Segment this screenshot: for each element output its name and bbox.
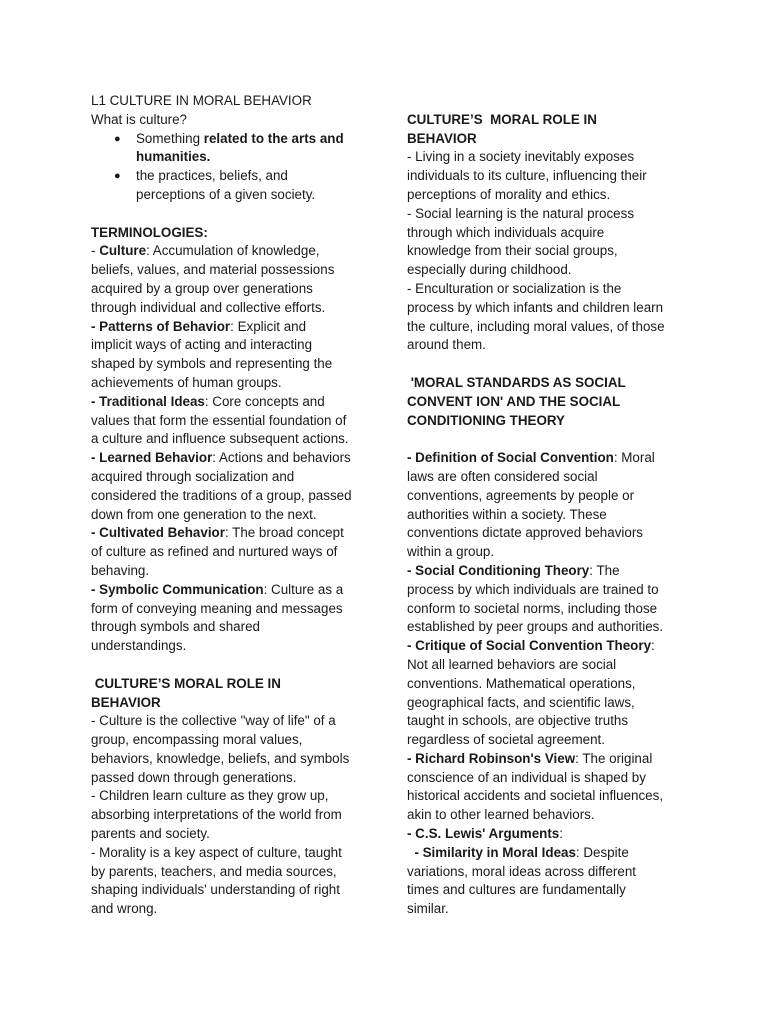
term-line: conscience of an individual is shaped by	[407, 769, 646, 785]
term-line	[407, 562, 677, 581]
section-body	[407, 148, 677, 355]
term-line: behaving.	[91, 562, 150, 578]
body-line: through which individuals acquire	[407, 224, 605, 240]
body-line: - Children learn culture as they grow up,	[91, 788, 329, 804]
term-text: : Actions and behaviors	[212, 450, 351, 466]
body-line: - Morality is a key aspect of culture, taught	[91, 844, 342, 860]
bullet-icon: ●	[114, 132, 121, 145]
body-line: - Social learning is the natural process	[407, 205, 635, 221]
body-line: shaping individuals' understanding of right	[91, 882, 340, 898]
body-line: by parents, teachers, and media sources,	[91, 863, 337, 879]
term-name: - Cultivated Behavior	[91, 525, 225, 541]
term-line	[91, 393, 363, 412]
term-dash: -	[91, 243, 100, 259]
term-line: acquired by a group over generations	[91, 280, 313, 296]
bullet-text: the practices, beliefs, and	[136, 168, 288, 184]
term-name: - Social Conditioning Theory	[407, 562, 590, 578]
term-text: : The original	[575, 750, 653, 766]
term-line: understandings.	[91, 638, 187, 654]
term-line: through individual and collective efforts.	[91, 299, 326, 315]
body-line: - Enculturation or socialization is the	[407, 280, 622, 296]
terminologies-heading: TERMINOLOGIES:	[91, 224, 208, 240]
body-line: especially during childhood.	[407, 262, 572, 278]
term-line: of culture as refined and nurtured ways of	[91, 544, 338, 560]
body-line: and wrong.	[91, 901, 158, 917]
bullet-text: perceptions of a given society.	[136, 186, 316, 202]
terminology-list	[91, 242, 363, 656]
term-list	[407, 449, 677, 919]
term-line	[91, 242, 363, 261]
term-line	[407, 825, 677, 844]
term-text: : Moral	[613, 450, 655, 466]
culture-question: What is culture?	[91, 111, 188, 127]
term-text: : Despite	[575, 844, 629, 860]
body-line: - Culture is the collective "way of life" of a	[91, 713, 336, 729]
term-line: a culture and influence subsequent actions.	[91, 431, 349, 447]
term-line: form of conveying meaning and messages	[91, 600, 343, 616]
term-text: : Core concepts and	[204, 393, 325, 409]
section-heading: BEHAVIOR	[407, 130, 477, 146]
term-line: geographical facts, and scientific laws,	[407, 694, 635, 710]
body-line: around them.	[407, 337, 486, 353]
list-item	[91, 167, 363, 205]
body-line: group, encompassing moral values,	[91, 732, 303, 748]
body-line: process by which infants and children learn	[407, 299, 664, 315]
term-line: established by peer groups and authorities.	[407, 619, 664, 635]
term-name: - Traditional Ideas	[91, 393, 205, 409]
term-line	[407, 449, 677, 468]
term-line: taught in schools, are objective truths	[407, 713, 629, 729]
term-name: - C.S. Lewis' Arguments	[407, 826, 560, 842]
section-heading: CULTURE’S MORAL ROLE IN	[91, 675, 281, 691]
term-text: : The broad concept	[224, 525, 344, 541]
section-heading: BEHAVIOR	[91, 694, 161, 710]
section-heading	[407, 374, 677, 430]
term-line: acquired through socialization and	[91, 468, 295, 484]
term-text: : The	[589, 562, 620, 578]
body-line: behaviors, knowledge, beliefs, and symbols	[91, 750, 350, 766]
term-line: considered the traditions of a group, passed	[91, 487, 352, 503]
bullet-bold-text: related to the arts and	[203, 130, 344, 146]
term-name: - Critique of Social Convention Theory	[407, 638, 652, 654]
bullet-text: Something	[136, 130, 204, 146]
term-name: - Richard Robinson's View	[407, 750, 576, 766]
body-line: knowledge from their social groups,	[407, 243, 618, 259]
term-line: laws are often considered social	[407, 468, 598, 484]
list-item	[91, 130, 363, 168]
term-line	[91, 318, 363, 337]
term-text: : Culture as a	[263, 581, 344, 597]
term-line: conventions dictate approved behaviors	[407, 525, 643, 541]
term-line	[407, 844, 677, 863]
term-line	[91, 524, 363, 543]
section-heading: CULTURE’S MORAL ROLE IN	[407, 111, 597, 127]
left-column	[91, 92, 363, 919]
term-line: regardless of societal agreement.	[407, 732, 605, 748]
term-line: historical accidents and societal influences,	[407, 788, 664, 804]
term-line: through symbols and shared	[91, 619, 260, 635]
term-line: achievements of human groups.	[91, 374, 282, 390]
term-line: beliefs, values, and material possessions	[91, 262, 335, 278]
term-text: : Explicit and	[230, 318, 307, 334]
section-body	[91, 712, 363, 919]
term-line: Not all learned behaviors are social	[407, 656, 617, 672]
term-name: - Similarity in Moral Ideas	[407, 844, 576, 860]
term-line: conform to societal norms, including those	[407, 600, 658, 616]
term-line: authorities within a society. These	[407, 506, 607, 522]
term-line: akin to other learned behaviors.	[407, 807, 595, 823]
term-line: within a group.	[407, 544, 495, 560]
heading-line: 'MORAL STANDARDS AS SOCIAL	[407, 374, 626, 390]
term-line: shaped by symbols and representing the	[91, 356, 333, 372]
bullet-bold-text: humanities.	[136, 149, 211, 165]
term-text: : Accumulation of knowledge,	[146, 243, 320, 259]
body-line: perceptions of morality and ethics.	[407, 186, 611, 202]
term-line: variations, moral ideas across different	[407, 863, 636, 879]
body-line: individuals to its culture, influencing their	[407, 168, 647, 184]
body-line: absorbing interpretations of the world from	[91, 807, 342, 823]
term-line	[91, 449, 363, 468]
term-line: process by which individuals are trained to	[407, 581, 659, 597]
term-name: Culture	[99, 243, 147, 259]
term-line: values that form the essential foundation of	[91, 412, 347, 428]
term-line: down from one generation to the next.	[91, 506, 317, 522]
term-name: - Patterns of Behavior	[91, 318, 231, 334]
body-line: - Living in a society inevitably exposes	[407, 149, 635, 165]
term-name: - Symbolic Communication	[91, 581, 264, 597]
term-name: - Learned Behavior	[91, 450, 213, 466]
term-line: conventions, agreements by people or	[407, 487, 635, 503]
term-line	[407, 637, 677, 656]
body-line: parents and society.	[91, 826, 210, 842]
term-line	[91, 581, 363, 600]
term-text: :	[651, 638, 655, 654]
heading-line: CONDITIONING THEORY	[407, 412, 565, 428]
term-line: similar.	[407, 901, 449, 917]
heading-line: CONVENT ION' AND THE SOCIAL	[407, 393, 621, 409]
body-line: the culture, including moral values, of those	[407, 318, 665, 334]
term-line: times and cultures are fundamentally	[407, 882, 626, 898]
term-name: - Definition of Social Convention	[407, 450, 614, 466]
term-line: implicit ways of acting and interacting	[91, 337, 313, 353]
term-text: :	[559, 826, 563, 842]
right-column	[407, 92, 677, 919]
bullet-icon: ●	[114, 170, 121, 183]
document-title: L1 CULTURE IN MORAL BEHAVIOR	[91, 93, 312, 108]
term-line	[407, 750, 677, 769]
term-line: conventions. Mathematical operations,	[407, 675, 636, 691]
body-line: passed down through generations.	[91, 769, 297, 785]
